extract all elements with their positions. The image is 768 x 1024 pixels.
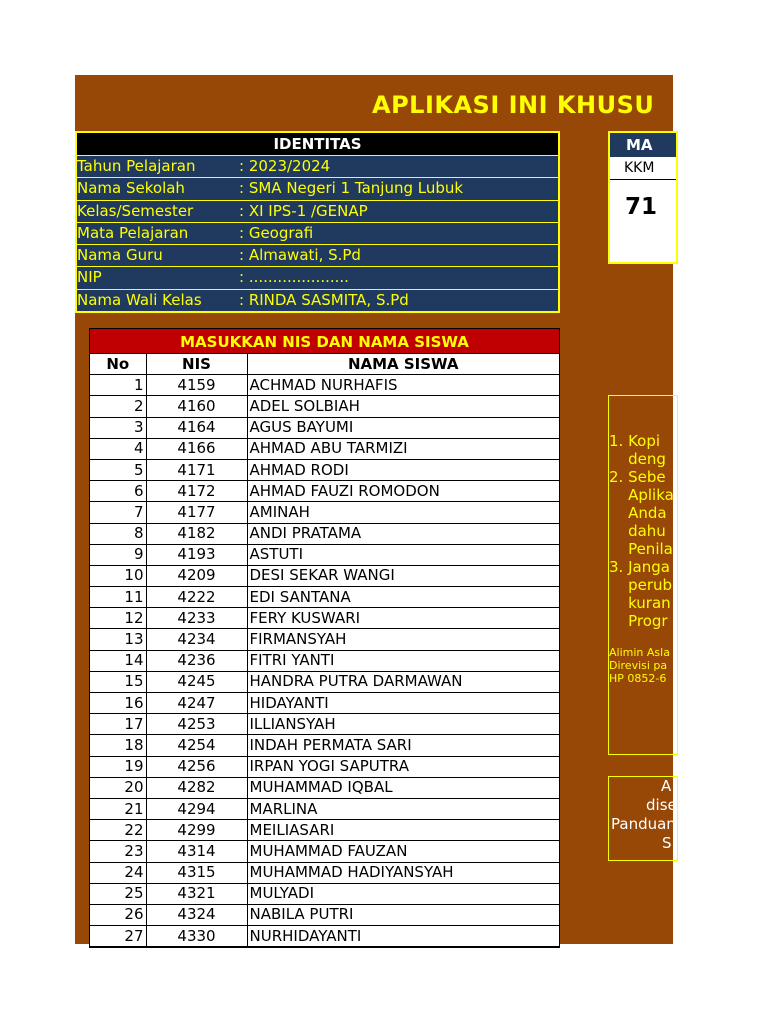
table-row (90, 798, 559, 819)
student-nama-cell[interactable]: NURHIDAYANTI (247, 926, 559, 947)
student-nama-cell[interactable]: DESI SEKAR WANGI (247, 565, 559, 586)
table-row (90, 883, 559, 904)
student-no-cell: 17 (90, 714, 146, 735)
student-nis-cell[interactable]: 4314 (146, 841, 247, 862)
student-table (89, 328, 560, 948)
instruction-line: Progr (609, 612, 668, 630)
identity-label: NIP (77, 268, 102, 287)
table-row (90, 459, 559, 480)
student-nis-cell[interactable]: 4166 (146, 438, 247, 459)
student-no-cell: 2 (90, 396, 146, 417)
student-no-cell: 26 (90, 904, 146, 925)
instruction-line: Aplika (609, 486, 674, 504)
identity-label: Tahun Pelajaran (77, 157, 196, 175)
table-row (90, 565, 559, 586)
identity-label: Kelas/Semester (77, 201, 194, 220)
student-nis-cell[interactable]: 4160 (146, 396, 247, 417)
identity-label: Nama Guru (77, 246, 163, 265)
student-no-cell: 12 (90, 608, 146, 629)
identity-row (77, 290, 558, 311)
table-row (90, 777, 559, 798)
student-no-cell: 16 (90, 693, 146, 714)
table-row (90, 481, 559, 502)
student-no-cell: 27 (90, 926, 146, 947)
student-no-cell: 5 (90, 459, 146, 480)
student-nis-cell[interactable]: 4182 (146, 523, 247, 544)
student-no-cell: 1 (90, 375, 146, 396)
student-no-cell: 25 (90, 883, 146, 904)
table-row (90, 587, 559, 608)
student-no-cell: 7 (90, 502, 146, 523)
student-no-cell: 24 (90, 862, 146, 883)
student-no-cell: 23 (90, 841, 146, 862)
identity-value[interactable]: : Geografi (239, 223, 314, 242)
guide-line: S (662, 834, 672, 852)
table-row (90, 841, 559, 862)
student-nama-cell[interactable]: ANDI PRATAMA (247, 523, 559, 544)
instruction-line: Anda (609, 504, 667, 522)
identity-row (77, 178, 558, 200)
identity-label: Nama Sekolah (77, 179, 185, 198)
student-nama-cell[interactable]: ILLIANSYAH (247, 714, 559, 735)
table-row (90, 438, 559, 459)
instruction-line: perub (609, 576, 673, 594)
student-no-cell: 9 (90, 544, 146, 565)
table-row (90, 502, 559, 523)
student-nis-cell[interactable]: 4159 (146, 375, 247, 396)
student-nama-cell[interactable]: NABILA PUTRI (247, 904, 559, 925)
instruction-line: dahu (609, 522, 666, 540)
student-nama-cell[interactable]: FIRMANSYAH (247, 629, 559, 650)
table-row (90, 904, 559, 925)
guide-line: dise (646, 796, 677, 814)
student-nama-cell[interactable]: MARLINA (247, 798, 559, 819)
guide-line: Panduan (611, 815, 676, 833)
student-no-cell: 8 (90, 523, 146, 544)
credit-line: Alimin Asla (609, 646, 670, 659)
student-no-cell: 22 (90, 820, 146, 841)
identity-header: IDENTITAS (77, 133, 558, 156)
student-nama-cell[interactable]: MUHAMMAD FAUZAN (247, 841, 559, 862)
identity-value[interactable]: : SMA Negeri 1 Tanjung Lubuk (239, 179, 464, 198)
table-row (90, 693, 559, 714)
table-row (90, 862, 559, 883)
student-nis-cell[interactable]: 4256 (146, 756, 247, 777)
guide-box[interactable] (608, 776, 678, 861)
instruction-line: deng (609, 450, 666, 468)
table-row (90, 417, 559, 438)
table-row (90, 756, 559, 777)
column-header-no: No (90, 354, 146, 375)
instruction-line: kuran (609, 594, 671, 612)
table-row (90, 608, 559, 629)
identity-value[interactable]: : XI IPS-1 /GENAP (239, 201, 368, 220)
table-row (90, 650, 559, 671)
student-no-cell: 18 (90, 735, 146, 756)
student-nis-cell[interactable]: 4234 (146, 629, 247, 650)
table-row (90, 671, 559, 692)
student-nis-cell[interactable]: 4294 (146, 798, 247, 819)
student-nama-cell[interactable]: HIDAYANTI (247, 693, 559, 714)
student-no-cell: 4 (90, 438, 146, 459)
student-nama-cell[interactable]: MUHAMMAD IQBAL (247, 777, 559, 798)
kkm-panel-header: MA (610, 133, 676, 157)
student-nis-cell[interactable]: 4177 (146, 502, 247, 523)
table-row (90, 544, 559, 565)
app-title: APLIKASI INI KHUSU (372, 91, 655, 119)
student-nama-cell[interactable]: MUHAMMAD HADIYANSYAH (247, 862, 559, 883)
student-nis-cell[interactable]: 4254 (146, 735, 247, 756)
student-nis-cell[interactable]: 4222 (146, 587, 247, 608)
table-row (90, 820, 559, 841)
student-nis-cell[interactable]: 4282 (146, 777, 247, 798)
credit-line: Direvisi pa (609, 659, 668, 672)
student-nama-cell[interactable]: AHMAD FAUZI ROMODON (247, 481, 559, 502)
student-nis-cell[interactable]: 4164 (146, 417, 247, 438)
student-nis-cell[interactable]: 4315 (146, 862, 247, 883)
instructions-box (608, 395, 678, 755)
student-nama-cell[interactable]: MEILIASARI (247, 820, 559, 841)
student-nama-cell[interactable]: AGUS BAYUMI (247, 417, 559, 438)
instruction-line: 3. Janga (609, 558, 670, 576)
table-row (90, 714, 559, 735)
identity-row (77, 267, 558, 289)
student-nis-cell[interactable]: 4299 (146, 820, 247, 841)
identity-row (77, 245, 558, 267)
student-no-cell: 11 (90, 587, 146, 608)
student-nama-cell[interactable]: HANDRA PUTRA DARMAWAN (247, 671, 559, 692)
identity-value[interactable]: : Almawati, S.Pd (239, 246, 361, 265)
student-nis-cell[interactable]: 4324 (146, 904, 247, 925)
table-row (90, 396, 559, 417)
identity-value[interactable]: : RINDA SASMITA, S.Pd (239, 290, 409, 309)
student-nama-cell[interactable]: MULYADI (247, 883, 559, 904)
identity-box (75, 131, 560, 313)
student-nama-cell[interactable]: ASTUTI (247, 544, 559, 565)
student-table-banner: MASUKKAN NIS DAN NAMA SISWA (90, 329, 559, 354)
instruction-line: 1. Kopi (609, 432, 661, 450)
identity-row (77, 201, 558, 223)
kkm-label: KKM (610, 157, 676, 180)
student-nama-cell[interactable]: FITRI YANTI (247, 650, 559, 671)
student-nis-cell[interactable]: 4172 (146, 481, 247, 502)
student-nis-cell[interactable]: 4171 (146, 459, 247, 480)
student-no-cell: 19 (90, 756, 146, 777)
student-nama-cell[interactable]: FERY KUSWARI (247, 608, 559, 629)
credit-line: HP 0852-6 (609, 672, 667, 685)
student-no-cell: 15 (90, 671, 146, 692)
identity-row (77, 156, 558, 178)
student-nama-cell[interactable]: IRPAN YOGI SAPUTRA (247, 756, 559, 777)
student-nis-cell[interactable]: 4193 (146, 544, 247, 565)
student-nis-cell[interactable]: 4236 (146, 650, 247, 671)
student-nis-cell[interactable]: 4321 (146, 883, 247, 904)
instruction-line: 2. Sebe (609, 468, 666, 486)
guide-line: A (661, 777, 672, 795)
student-nama-cell[interactable]: AMINAH (247, 502, 559, 523)
table-row (90, 735, 559, 756)
student-nis-cell[interactable]: 4233 (146, 608, 247, 629)
student-nis-cell[interactable]: 4330 (146, 926, 247, 947)
identity-value[interactable]: : 2023/2024 (239, 157, 331, 175)
table-row (90, 629, 559, 650)
identity-label: Nama Wali Kelas (77, 290, 202, 309)
table-row (90, 926, 559, 947)
student-nama-cell[interactable]: INDAH PERMATA SARI (247, 735, 559, 756)
student-no-cell: 21 (90, 798, 146, 819)
table-row (90, 523, 559, 544)
kkm-panel (608, 131, 678, 264)
student-no-cell: 14 (90, 650, 146, 671)
student-nis-cell[interactable]: 4209 (146, 565, 247, 586)
table-row (90, 375, 559, 396)
student-nis-cell[interactable]: 4253 (146, 714, 247, 735)
student-nama-cell[interactable]: ACHMAD NURHAFIS (247, 375, 559, 396)
instruction-line: Penila (609, 540, 673, 558)
identity-value[interactable]: : ..................... (239, 268, 349, 287)
student-no-cell: 20 (90, 777, 146, 798)
student-no-cell: 10 (90, 565, 146, 586)
student-nis-cell[interactable]: 4245 (146, 671, 247, 692)
column-header-nama: NAMA SISWA (247, 354, 559, 375)
student-nama-cell[interactable]: AHMAD RODI (247, 459, 559, 480)
kkm-value[interactable]: 71 (625, 194, 658, 220)
identity-row (77, 223, 558, 245)
identity-label: Mata Pelajaran (77, 223, 189, 242)
student-nis-cell[interactable]: 4247 (146, 693, 247, 714)
student-nama-cell[interactable]: AHMAD ABU TARMIZI (247, 438, 559, 459)
student-nama-cell[interactable]: EDI SANTANA (247, 587, 559, 608)
student-nama-cell[interactable]: ADEL SOLBIAH (247, 396, 559, 417)
spreadsheet-sheet (75, 75, 677, 945)
student-no-cell: 6 (90, 481, 146, 502)
column-header-nis: NIS (146, 354, 247, 375)
student-no-cell: 3 (90, 417, 146, 438)
student-no-cell: 13 (90, 629, 146, 650)
